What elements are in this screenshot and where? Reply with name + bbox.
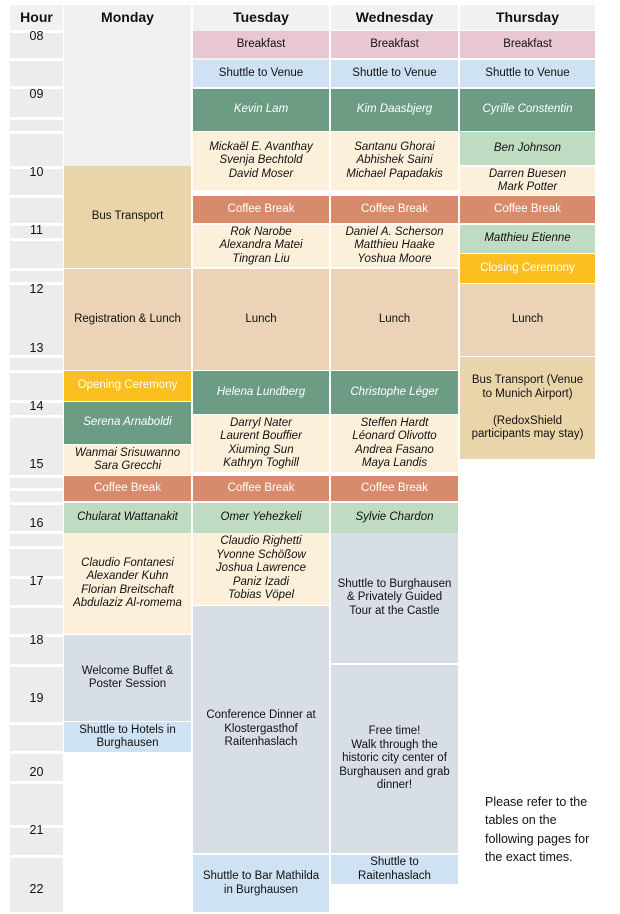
event-text-line: Laurent Bouffier <box>220 430 302 442</box>
hour-column <box>10 30 63 912</box>
thursday-event <box>460 225 595 253</box>
hour-label: 21 <box>29 823 44 837</box>
header-hour: Hour <box>10 5 63 30</box>
event-text-line: Coffee Break <box>94 481 161 494</box>
event-text-line: Lunch <box>511 313 544 326</box>
tuesday-event <box>193 89 329 131</box>
event-text-line: Tingran Liu <box>232 252 290 265</box>
monday-column-background <box>64 30 191 167</box>
event-text-line: Lunch <box>378 312 411 325</box>
event-text-line: Shuttle to Hotels in <box>79 723 176 736</box>
hour-divider <box>10 531 63 534</box>
event-text-line: David Moser <box>228 167 294 180</box>
hour-divider <box>10 131 63 134</box>
event-text-line: Tobias Vöpel <box>227 589 295 602</box>
thursday-event <box>460 284 595 356</box>
hour-label: 10 <box>29 165 44 179</box>
hour-divider <box>10 475 63 478</box>
event-text-line: Lunch <box>245 312 277 325</box>
tuesday-event <box>193 503 329 533</box>
monday-event <box>64 503 191 533</box>
event-text-line: Paniz Izadi <box>232 575 290 588</box>
wednesday-event <box>331 665 458 853</box>
event-text-line: Bus Transport <box>91 210 164 223</box>
event-text-line: Christophe Léger <box>350 385 439 398</box>
tuesday-event <box>193 371 329 414</box>
event-text-line: Coffee Break <box>227 481 295 494</box>
event-text-line: Breakfast <box>503 37 552 50</box>
wednesday-event <box>331 855 458 884</box>
event-text-line: Santanu Ghorai <box>354 140 435 153</box>
event-text-line: Wanmai Srisuwanno <box>74 446 181 459</box>
event-text-line: Kim Daasbjerg <box>356 103 433 116</box>
hour-divider <box>10 751 63 754</box>
hour-divider <box>10 488 63 491</box>
event-text-line: Michael Papadakis <box>346 167 443 180</box>
event-text-line: Tour at the Castle <box>349 604 440 617</box>
header-monday: Monday <box>64 5 191 30</box>
tuesday-event <box>193 415 329 472</box>
hour-divider <box>10 117 63 120</box>
event-text-line: Raitenhaslach <box>358 869 431 882</box>
event-text-line: Rok Narobe <box>230 225 292 238</box>
event-text-line: Walk through the <box>351 738 438 751</box>
header-thursday: Thursday <box>460 5 595 30</box>
event-text-line: Coffee Break <box>361 202 428 215</box>
event-text-line: Poster Session <box>88 678 167 690</box>
thursday-event <box>460 254 595 283</box>
tuesday-event <box>193 60 329 87</box>
hour-label: 22 <box>29 882 44 896</box>
hour-label: 08 <box>29 29 44 43</box>
event-text-line: Opening Ceremony <box>77 379 178 392</box>
thursday-event <box>460 167 595 195</box>
hour-divider <box>10 58 63 61</box>
event-text-line: Ben Johnson <box>493 141 562 154</box>
event-text-line: Coffee Break <box>361 481 428 494</box>
hour-label: 18 <box>29 633 44 647</box>
hour-label: 11 <box>30 223 43 237</box>
hour-divider <box>10 195 63 198</box>
event-text-line: Conference Dinner at <box>206 709 316 722</box>
event-text-line: Shuttle to Venue <box>352 66 437 79</box>
hour-label: 15 <box>29 457 44 471</box>
event-text-line: Burghausen and grab <box>339 765 450 778</box>
monday-event <box>64 269 191 370</box>
event-text-line: Cyrille Constentin <box>482 103 573 116</box>
hour-label: 17 <box>29 574 44 588</box>
event-text-line: Matthieu Etienne <box>484 232 571 245</box>
event-text-line: Raitenhaslach <box>224 736 298 749</box>
hour-divider <box>10 781 63 784</box>
event-text-line: Sara Grecchi <box>93 460 162 472</box>
footnote: Please refer to the tables on the following pages for the exact times. <box>485 795 590 865</box>
thursday-event <box>460 60 595 87</box>
wednesday-event <box>331 31 458 58</box>
thursday-event <box>460 196 595 223</box>
tuesday-event <box>193 225 329 267</box>
event-text-line: Alexandra Matei <box>219 239 303 252</box>
wednesday-event <box>331 89 458 131</box>
tuesday-event <box>193 533 329 605</box>
wednesday-event <box>331 132 458 190</box>
event-text-line: Yoshua Moore <box>357 252 432 265</box>
hour-label: 14 <box>29 399 44 413</box>
hour-divider <box>10 664 63 667</box>
monday-event <box>64 402 191 444</box>
event-text-line: Alexander Kuhn <box>86 570 169 582</box>
event-text-line: Claudio Fontanesi <box>81 556 174 569</box>
monday-event <box>64 166 191 268</box>
event-text-line: Claudio Righetti <box>220 535 302 548</box>
wednesday-event <box>331 415 458 472</box>
event-text-line: & Privately Guided <box>346 591 443 604</box>
hour-label: 12 <box>29 282 44 296</box>
event-text-line: Steffen Hardt <box>360 416 429 429</box>
event-text-line: Coffee Break <box>494 202 561 215</box>
event-text-line: Darryl Nater <box>230 416 292 429</box>
event-text-line: Free time! <box>368 725 421 738</box>
event-text-line: Klostergasthof <box>224 722 298 735</box>
header-tuesday: Tuesday <box>193 5 329 30</box>
event-text-line: Andrea Fasano <box>355 443 434 456</box>
event-text-line: Mickaël E. Avanthay <box>209 140 313 153</box>
event-text-line: Abdulaziz Al-romema <box>73 597 182 609</box>
hour-divider <box>10 415 63 418</box>
event-text-line: dinner! <box>376 779 413 792</box>
event-text-line <box>526 401 529 415</box>
event-text-line: Sylvie Chardon <box>355 511 434 524</box>
thursday-event <box>460 132 595 165</box>
event-text-line: Breakfast <box>236 37 286 50</box>
wednesday-event <box>331 533 458 663</box>
event-text-line: Closing Ceremony <box>480 261 575 274</box>
event-text-line: Registration & Lunch <box>74 312 181 325</box>
event-text-line: Shuttle to Burghausen <box>337 577 452 590</box>
wednesday-event <box>331 225 458 267</box>
event-text-line: Shuttle to <box>370 856 419 868</box>
event-text-line: Shuttle to Venue <box>485 66 570 79</box>
tuesday-event <box>193 606 329 853</box>
event-text-line: Kathryn Toghill <box>223 457 299 469</box>
event-text-line: (RedoxShield <box>492 414 563 427</box>
event-text-line: historic city center of <box>342 752 447 765</box>
thursday-event <box>460 357 595 459</box>
hour-label: 09 <box>29 87 44 101</box>
wednesday-event <box>331 503 458 533</box>
hour-divider <box>10 268 63 271</box>
tuesday-event <box>193 476 329 501</box>
monday-event <box>64 635 191 721</box>
event-text-line: Bus Transport (Venue <box>471 374 584 387</box>
event-text-line: Darren Buesen <box>488 167 567 180</box>
hour-divider <box>10 855 63 858</box>
monday-event <box>64 476 191 501</box>
event-text-line: Matthieu Haake <box>354 239 435 252</box>
event-text-line: Breakfast <box>370 37 419 50</box>
hour-label: 16 <box>29 516 44 530</box>
hour-divider <box>10 722 63 725</box>
event-text-line: Kevin Lam <box>233 103 289 116</box>
monday-event <box>64 722 191 752</box>
wednesday-event <box>331 196 458 223</box>
event-text-line: Shuttle to Venue <box>218 66 304 79</box>
event-text-line: Omer Yehezkeli <box>220 511 302 524</box>
event-text-line: Chularat Wattanakit <box>77 511 178 524</box>
header-wednesday: Wednesday <box>331 5 458 30</box>
tuesday-event <box>193 196 329 223</box>
hour-divider <box>10 546 63 549</box>
wednesday-event <box>331 476 458 501</box>
hour-divider <box>10 355 63 358</box>
event-text-line: Serena Arnaboldi <box>83 416 172 429</box>
wednesday-event <box>331 269 458 370</box>
event-text-line: Burghausen <box>96 737 159 749</box>
event-text-line: Mark Potter <box>497 181 558 193</box>
monday-event <box>64 445 191 475</box>
event-text-line: in Burghausen <box>223 883 299 896</box>
event-text-line: Xiuming Sun <box>228 443 294 456</box>
tuesday-event <box>193 269 329 370</box>
wednesday-event <box>331 60 458 87</box>
hour-divider <box>10 238 63 241</box>
event-text-line: Yvonne Schößow <box>216 548 306 561</box>
hour-divider <box>10 502 63 505</box>
event-text-line: participants may stay) <box>471 428 584 441</box>
hour-label: 19 <box>29 691 44 705</box>
tuesday-event <box>193 132 329 190</box>
event-text-line: Florian Breitschaft <box>81 583 174 596</box>
hour-divider <box>10 605 63 608</box>
tuesday-event <box>193 855 329 912</box>
monday-event <box>64 533 191 634</box>
tuesday-event <box>193 31 329 58</box>
event-text-line: Abhishek Saini <box>356 154 433 167</box>
event-text-line: Léonard Olivotto <box>352 430 437 442</box>
event-text-line: Welcome Buffet & <box>81 664 174 677</box>
hour-label: 20 <box>29 765 44 779</box>
event-text-line: Joshua Lawrence <box>215 562 307 575</box>
event-text-line: Daniel A. Scherson <box>345 225 444 238</box>
hour-divider <box>10 370 63 373</box>
event-text-line: Helena Lundberg <box>216 385 306 398</box>
event-text-line: Maya Landis <box>361 457 428 469</box>
event-text-line: Coffee Break <box>227 202 295 215</box>
wednesday-event <box>331 371 458 414</box>
hour-label: 13 <box>29 341 44 355</box>
event-text-line: Svenja Bechtold <box>219 154 303 167</box>
thursday-event <box>460 89 595 131</box>
thursday-event <box>460 31 595 58</box>
event-text-line: Shuttle to Bar Mathilda <box>202 870 320 882</box>
event-text-line: to Munich Airport) <box>482 387 573 400</box>
monday-event <box>64 371 191 401</box>
